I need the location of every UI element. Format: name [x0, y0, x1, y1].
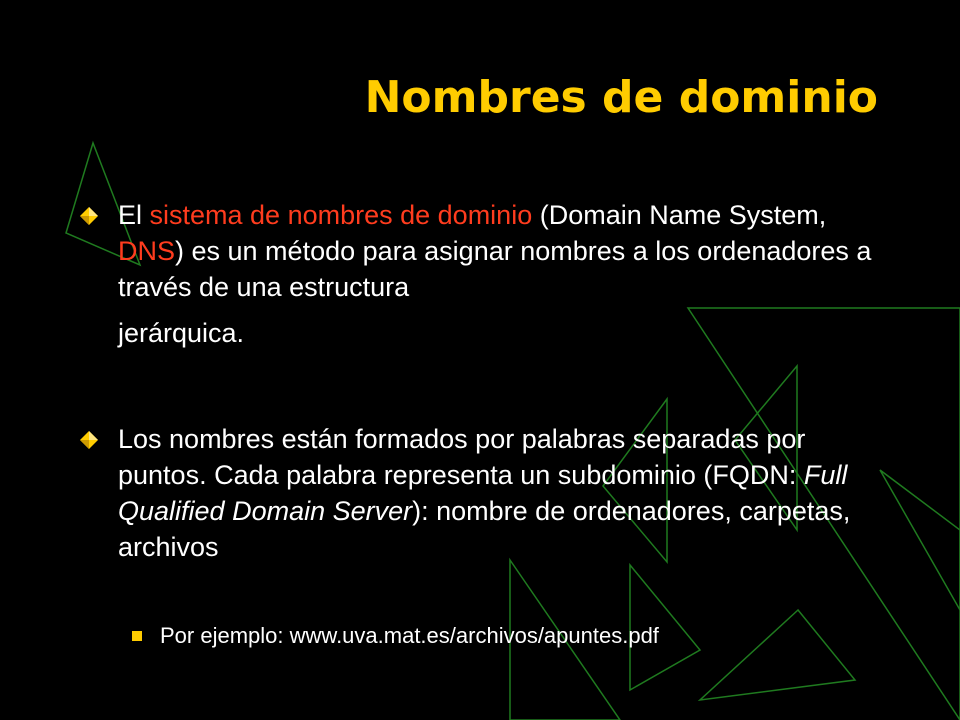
text-run: ) es un método para asignar nombres a los ordenadores a través de una estructura	[118, 236, 872, 302]
text-run: Los nombres están formados por palabras separadas por puntos. Cada palabra representa un subdominio (FQDN:	[118, 424, 806, 490]
text-run: El	[118, 200, 150, 230]
yellow-square-icon	[132, 631, 142, 641]
text-run: (Domain Name System,	[532, 200, 827, 230]
highlighted-term: sistema de nombres de dominio	[149, 200, 533, 230]
yellow-diamond-icon	[80, 207, 98, 225]
text-run: jerárquica.	[118, 318, 245, 348]
highlighted-term: DNS	[118, 236, 176, 266]
example-text: Por ejemplo: www.uva.mat.es/archivos/apuntes.pdf	[160, 623, 659, 648]
yellow-diamond-icon	[80, 431, 98, 449]
bullet-text	[118, 197, 888, 351]
text-run: ): nombre de ordenadores, carpetas, archivos	[118, 496, 851, 562]
bullet-text	[118, 421, 888, 565]
triangle-outline	[880, 470, 960, 610]
triangle-outline	[700, 610, 855, 700]
slide-title: Nombres de dominio	[364, 72, 878, 123]
italic-term: Full Qualified Domain Server	[118, 460, 848, 526]
